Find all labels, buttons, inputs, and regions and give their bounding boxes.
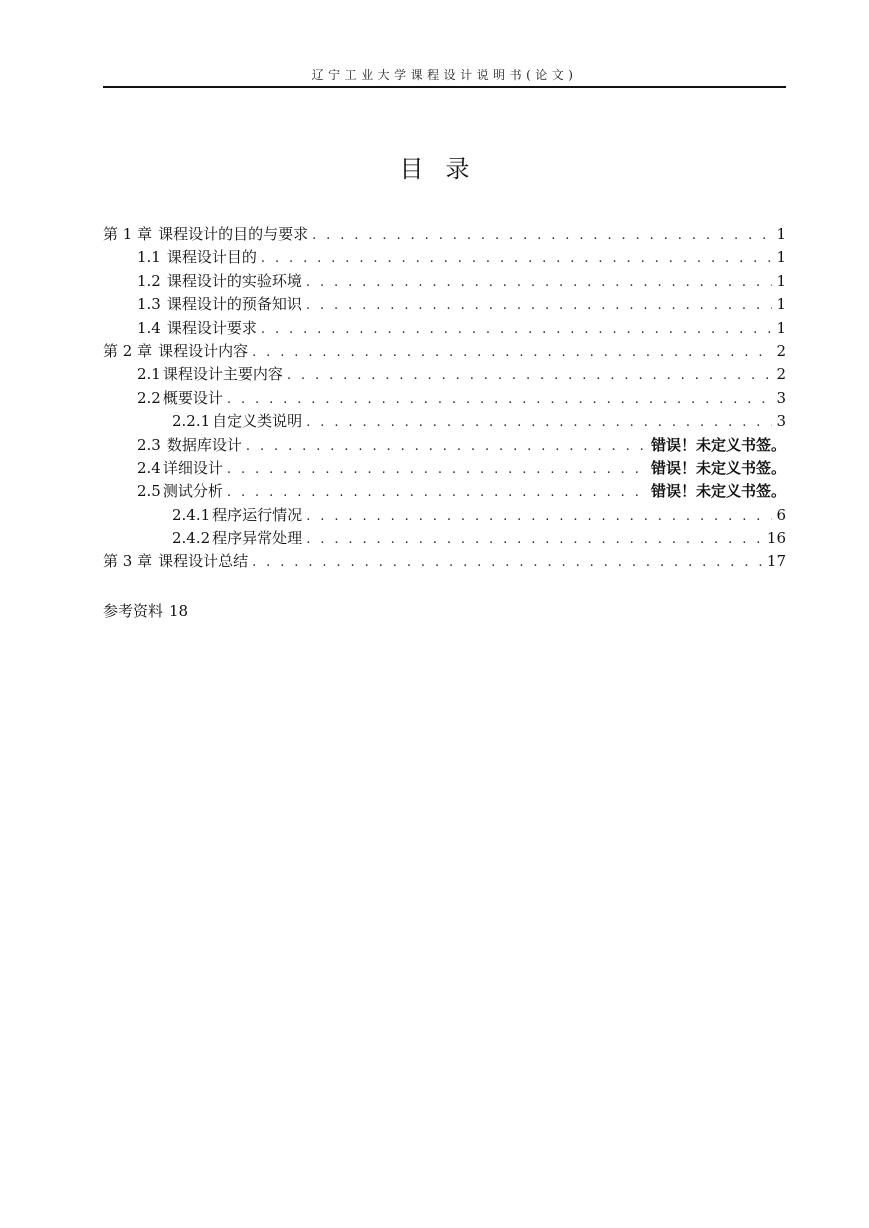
toc-entry-page: 1 bbox=[776, 318, 786, 337]
toc-entry-page: 18 bbox=[169, 602, 189, 620]
toc-entry-title: 详细设计 bbox=[162, 458, 223, 477]
toc-entry-page: 17 bbox=[766, 552, 786, 571]
dot-leader bbox=[227, 485, 647, 500]
toc-entry-2-3[interactable] bbox=[103, 434, 786, 457]
toc-entry-2-2-1[interactable] bbox=[103, 410, 786, 433]
toc-entry-title: 课程设计主要内容 bbox=[162, 365, 283, 384]
dot-leader bbox=[261, 322, 772, 337]
toc-entry-1-2[interactable] bbox=[103, 270, 786, 293]
toc-entry-title: 概要设计 bbox=[162, 388, 223, 407]
dot-leader bbox=[306, 509, 772, 524]
toc-entry-number: 第 3 章 bbox=[103, 552, 153, 571]
toc-entry-page: 3 bbox=[776, 388, 786, 407]
toc-entry-number: 2.3 bbox=[137, 435, 161, 454]
toc-entry-title: 数据库设计 bbox=[166, 435, 242, 454]
toc-entry-title: 课程设计总结 bbox=[158, 552, 249, 571]
dot-leader bbox=[306, 532, 763, 547]
toc-entry-chapter-1[interactable] bbox=[103, 223, 786, 246]
toc-entry-page: 2 bbox=[776, 341, 786, 360]
dot-leader bbox=[227, 462, 647, 477]
dot-leader bbox=[227, 392, 772, 407]
toc-entry-title: 课程设计要求 bbox=[166, 318, 257, 337]
toc-entry-page: 16 bbox=[766, 529, 786, 548]
dot-leader bbox=[246, 439, 647, 454]
toc-entry-number: 2.4.1 bbox=[172, 505, 211, 524]
toc-entry-number: 第 1 章 bbox=[103, 225, 153, 243]
toc-entry-page: 6 bbox=[776, 505, 786, 524]
toc-entry-title: 课程设计目的 bbox=[166, 248, 257, 267]
toc-entry-title: 测试分析 bbox=[162, 482, 223, 501]
toc-entry-title: 课程设计内容 bbox=[158, 341, 249, 360]
toc-entry-page: 1 bbox=[776, 225, 786, 243]
toc-entry-2-4-1[interactable] bbox=[103, 504, 786, 527]
toc-entry-title: 课程设计的预备知识 bbox=[166, 295, 302, 314]
toc-entry-title: 程序异常处理 bbox=[212, 529, 303, 548]
dot-leader bbox=[306, 415, 772, 430]
toc-entry-page: 3 bbox=[776, 412, 786, 431]
toc-entry-title: 课程设计的实验环境 bbox=[166, 271, 302, 290]
table-of-contents bbox=[103, 223, 786, 574]
toc-entry-number: 2.4.2 bbox=[172, 529, 211, 548]
toc-entry-1-4[interactable] bbox=[103, 317, 786, 340]
toc-entry-2-5[interactable] bbox=[103, 480, 786, 503]
toc-entry-title: 程序运行情况 bbox=[212, 505, 303, 524]
toc-entry-number: 2.4 bbox=[137, 458, 161, 477]
dot-leader bbox=[261, 251, 772, 266]
dot-leader bbox=[252, 345, 772, 360]
toc-entry-page: 1 bbox=[776, 295, 786, 314]
toc-entry-title: 课程设计的目的与要求 bbox=[158, 225, 309, 243]
toc-entry-page: 2 bbox=[776, 365, 786, 384]
toc-entry-page: 1 bbox=[776, 248, 786, 267]
toc-entry-1-3[interactable] bbox=[103, 293, 786, 316]
toc-entry-number: 1.4 bbox=[137, 318, 161, 337]
toc-entry-number: 1.3 bbox=[137, 295, 161, 314]
toc-entry-number: 2.2 bbox=[137, 388, 161, 407]
toc-entry-number: 1.2 bbox=[137, 271, 161, 290]
toc-entry-page: 1 bbox=[776, 271, 786, 290]
toc-entry-page-error: 错误！未定义书签。 bbox=[650, 435, 786, 454]
toc-entry-references[interactable] bbox=[103, 600, 188, 621]
toc-entry-1-1[interactable] bbox=[103, 246, 786, 269]
toc-title: 目录 bbox=[399, 155, 492, 184]
toc-entry-chapter-3[interactable] bbox=[103, 550, 786, 573]
toc-entry-2-1[interactable] bbox=[103, 363, 786, 386]
dot-leader bbox=[312, 228, 772, 243]
dot-leader bbox=[306, 298, 772, 313]
toc-entry-number: 2.5 bbox=[137, 482, 161, 501]
toc-entry-2-2[interactable] bbox=[103, 387, 786, 410]
dot-leader bbox=[252, 555, 763, 570]
toc-entry-number: 第 2 章 bbox=[103, 341, 153, 360]
toc-entry-title: 参考资料 bbox=[103, 602, 164, 620]
toc-entry-page-error: 错误！未定义书签。 bbox=[650, 482, 786, 501]
toc-entry-number: 1.1 bbox=[137, 248, 161, 267]
toc-entry-2-4-2[interactable] bbox=[103, 527, 786, 550]
header-rule bbox=[103, 86, 786, 88]
dot-leader bbox=[287, 368, 772, 383]
toc-entry-number: 2.1 bbox=[137, 365, 161, 384]
toc-entry-chapter-2[interactable] bbox=[103, 340, 786, 363]
toc-entry-number: 2.2.1 bbox=[172, 412, 211, 431]
dot-leader bbox=[306, 275, 772, 290]
page-header: 辽宁工业大学课程设计说明书(论文) bbox=[311, 68, 578, 82]
toc-entry-2-4[interactable] bbox=[103, 457, 786, 480]
toc-entry-title: 自定义类说明 bbox=[212, 412, 303, 431]
toc-entry-page-error: 错误！未定义书签。 bbox=[650, 458, 786, 477]
